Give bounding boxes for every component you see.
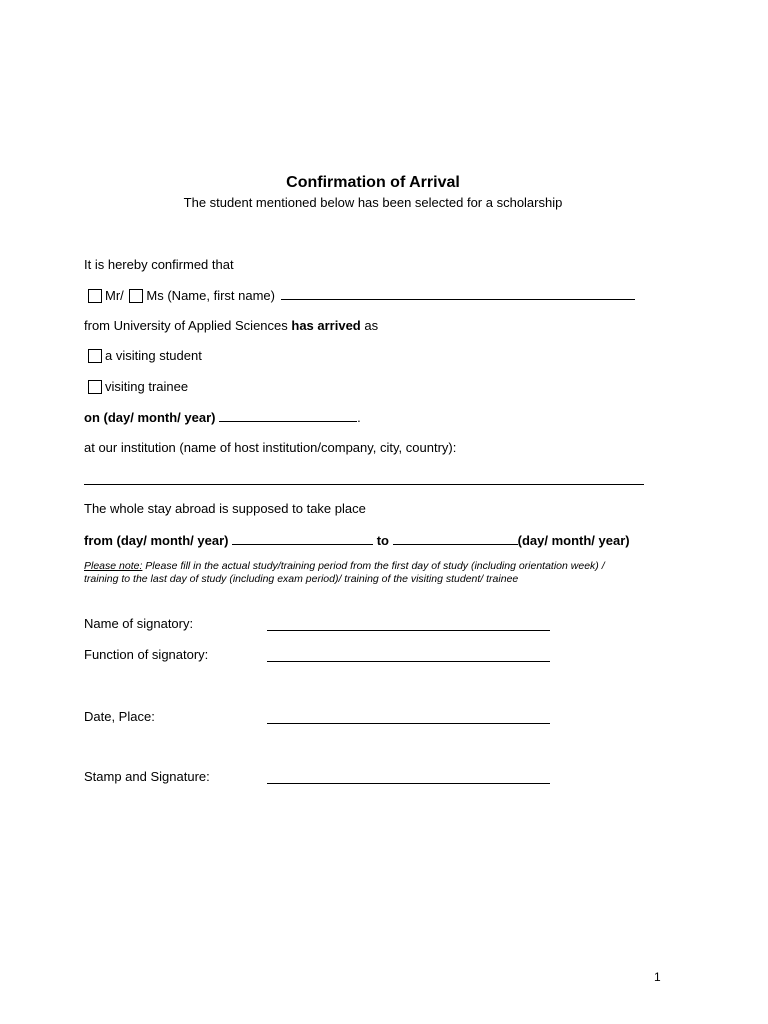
visiting-student-label: a visiting student [105,348,202,363]
document-subtitle: The student mentioned below has been selected for a scholarship [183,195,563,210]
name-row [88,287,635,303]
stamp-signature-field[interactable] [267,783,550,784]
visiting-trainee-label: visiting trainee [105,379,189,394]
as-suffix: as [360,318,379,333]
arrival-date-label: on (day/ month/ year) [84,410,220,425]
visiting-trainee-checkbox[interactable] [88,380,102,394]
note-text-1: Please fill in the actual study/training period from the first day of study (including orientation week) / [142,560,605,572]
note-line-2: training to the last day of study (including exam period)/ training of the visiting student/ trainee [84,573,519,585]
university-prefix: from University of Applied Sciences [84,318,292,333]
note-line-1 [84,560,605,573]
to-label: to [376,533,389,548]
signatory-name-label: Name of signatory: [84,616,194,631]
mr-label: Mr/ [105,288,124,303]
visiting-student-checkbox[interactable] [88,349,102,363]
date-place-label: Date, Place: [84,709,155,724]
page-number: 1 [654,970,661,984]
has-arrived-text: has arrived [291,318,361,333]
from-date-label: from (day/ month/ year) [84,533,233,548]
stamp-signature-label: Stamp and Signature: [84,769,210,784]
to-date-suffix: (day/ month/ year) [517,533,630,548]
mr-checkbox[interactable] [88,289,102,303]
confirm-intro: It is hereby confirmed that [84,257,234,272]
signatory-name-field[interactable] [267,630,550,631]
stay-intro: The whole stay abroad is supposed to take place [84,501,366,516]
arrival-date-period: . [357,410,361,425]
institution-label: at our institution (name of host institution/company, city, country): [84,440,457,455]
signatory-function-field[interactable] [267,661,550,662]
institution-field[interactable] [84,484,644,485]
from-date-field[interactable] [232,532,373,545]
document-title: Confirmation of Arrival [286,174,460,191]
ms-label: Ms (Name, first name) [146,288,275,303]
visiting-trainee-row [88,379,188,394]
stay-period-row [84,532,630,548]
note-prefix: Please note: [84,560,143,572]
ms-checkbox[interactable] [129,289,143,303]
to-date-field[interactable] [393,532,518,545]
visiting-student-row [88,348,202,363]
arrival-date-field[interactable] [219,409,357,422]
signatory-function-label: Function of signatory: [84,647,209,662]
name-field[interactable] [281,287,635,300]
university-row [84,318,378,333]
date-place-field[interactable] [267,723,550,724]
arrival-date-row [84,409,361,425]
